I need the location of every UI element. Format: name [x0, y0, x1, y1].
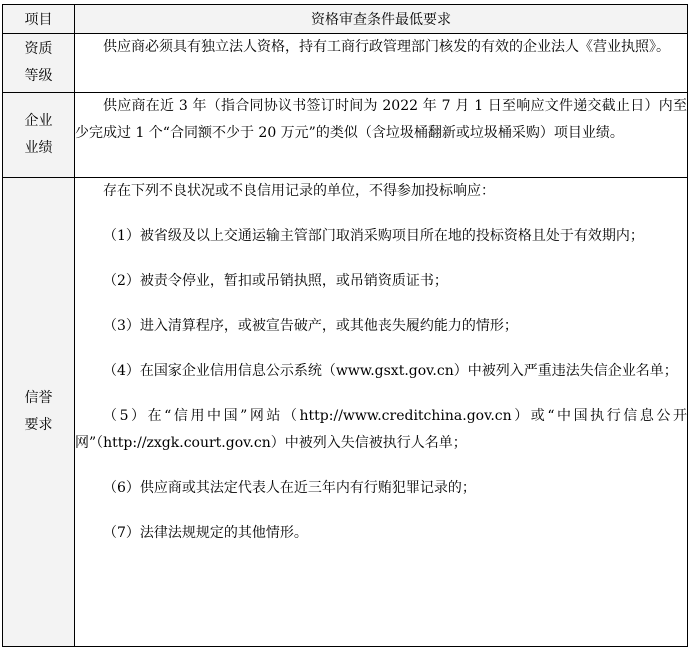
requirement-intro: 存在下列不良状况或不良信用记录的单位，不得参加投标响应：: [103, 183, 495, 199]
item-label-line: 要求: [24, 417, 53, 433]
table-row-performance: [3, 93, 688, 178]
requirement-clause: （4）在国家企业信用信息公示系统（www.gsxt.gov.cn）中被列入严重违法失信企业名单；: [103, 363, 678, 379]
requirement-text: 供应商在近 3 年（指合同协议书签订时间为 2022 年 7 月 1 日至响应文件递交截止日）内至少完成过 1 个“合同额不少于 20 万元”的类似（含垃圾桶翻新或垃圾桶采购）项目业绩。: [75, 98, 687, 141]
item-label-line: 企业: [24, 113, 53, 129]
item-label-line: 信誉: [24, 390, 53, 406]
requirement-clause: （6）供应商或其法定代表人在近三年内有行贿犯罪记录的；: [103, 480, 476, 496]
item-cell: [3, 34, 75, 93]
requirement-cell: [75, 178, 688, 647]
requirement-clause: （3）进入清算程序，或被宣告破产，或其他丧失履约能力的情形；: [103, 318, 518, 334]
requirement-text: 供应商必须具有独立法人资格，持有工商行政管理部门核发的有效的企业法人《营业执照》。: [103, 39, 670, 55]
header-requirement: 资格审查条件最低要求: [75, 5, 688, 34]
requirement-clause: （7）法律法规规定的其他情形。: [103, 525, 308, 541]
item-label-line: 业绩: [24, 140, 53, 156]
qualification-requirements-table: [2, 4, 688, 647]
item-label-line: 等级: [24, 68, 53, 84]
item-cell: [3, 93, 75, 178]
requirement-clause: （1）被省级及以上交通运输主管部门取消采购项目所在地的投标资格且处于有效期内；: [103, 228, 644, 244]
header-item: 项目: [3, 5, 75, 34]
requirement-cell: [75, 93, 688, 178]
requirement-clause: （5）在“信用中国”网站（http://www.creditchina.gov.cn）或“中国执行信息公开网”（http://zxgk.court.gov.cn）中被列入失信被执行人名单；: [75, 408, 687, 451]
item-label-line: 资质: [24, 41, 53, 57]
item-cell: [3, 178, 75, 647]
table-row-qualification: [3, 34, 688, 93]
requirement-cell: [75, 34, 688, 93]
table-header-row: [3, 5, 688, 34]
requirement-clause: （2）被责令停业，暂扣或吊销执照，或吊销资质证书；: [103, 273, 448, 289]
table-row-credit: [3, 178, 688, 647]
